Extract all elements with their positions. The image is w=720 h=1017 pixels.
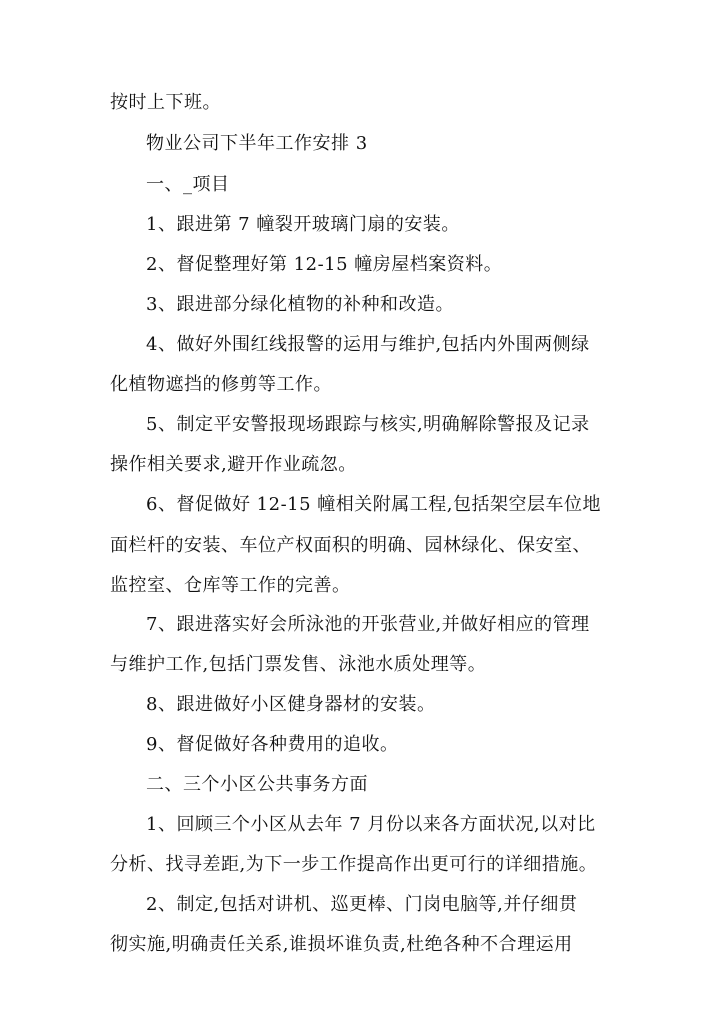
list-item: 1、回顾三个小区从去年 7 月份以来各方面状况,以对比	[146, 814, 596, 835]
list-item: 9、督促做好各种费用的追收。	[146, 734, 399, 755]
list-item: 1、跟进第 7 幢裂开玻璃门扇的安装。	[146, 214, 460, 235]
list-item: 7、跟进落实好会所泳池的开张营业,并做好相应的管理	[146, 614, 590, 635]
list-item-continuation: 化植物遮挡的修剪等工作。	[110, 374, 332, 395]
list-item-continuation: 操作相关要求,避开作业疏忽。	[110, 454, 357, 475]
list-item: 4、做好外围红线报警的运用与维护,包括内外围两侧绿	[146, 334, 590, 355]
section-heading: 二、三个小区公共事务方面	[146, 774, 368, 795]
list-item: 8、跟进做好小区健身器材的安装。	[146, 694, 436, 715]
section-title: 物业公司下半年工作安排 3	[146, 133, 368, 154]
list-item-continuation: 监控室、仓库等工作的完善。	[110, 575, 351, 596]
list-item: 3、跟进部分绿化植物的补种和改造。	[146, 294, 454, 315]
list-item-continuation: 与维护工作,包括门票发售、泳池水质处理等。	[110, 654, 487, 675]
list-item-continuation: 面栏杆的安装、车位产权面积的明确、园林绿化、保安室、	[110, 535, 591, 556]
list-item: 2、督促整理好第 12-15 幢房屋档案资料。	[146, 254, 503, 275]
list-item-continuation: 彻实施,明确责任关系,谁损坏谁负责,杜绝各种不合理运用	[110, 934, 573, 955]
list-item: 5、制定平安警报现场跟踪与核实,明确解除警报及记录	[146, 414, 590, 435]
section-heading: 一、_项目	[146, 174, 230, 195]
list-item: 2、制定,包括对讲机、巡更棒、门岗电脑等,并仔细贯	[146, 894, 578, 915]
list-item-continuation: 分析、找寻差距,为下一步工作提高作出更可行的详细措施。	[110, 854, 598, 875]
list-item: 6、督促做好 12-15 幢相关附属工程,包括架空层车位地	[146, 494, 602, 515]
text-line: 按时上下班。	[110, 92, 221, 113]
